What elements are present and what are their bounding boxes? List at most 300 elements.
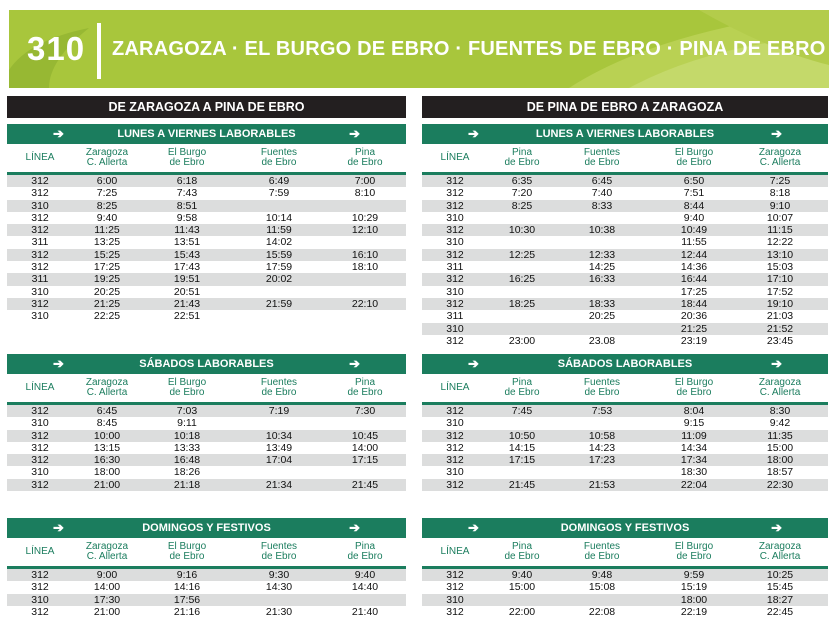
time-cell: 9:11 — [177, 417, 197, 430]
line-number: 312 — [31, 248, 49, 261]
time-cell: 9:40 — [511, 569, 533, 581]
arrow-right-icon: ➔ — [349, 520, 360, 535]
header-stop-4: Zaragoza C. Allerta — [758, 377, 802, 398]
arrow-right-icon: ➔ — [349, 126, 360, 141]
arrow-right-icon: ➔ — [468, 126, 479, 141]
time-cell: 21:59 — [265, 297, 293, 310]
column-header-row — [422, 374, 828, 405]
time-cell: 17:30 — [93, 593, 121, 606]
time-cell: 8:25 — [96, 199, 118, 212]
line-number: 312 — [31, 454, 49, 467]
time-cell: 8:44 — [683, 199, 705, 212]
time-cell: 20:02 — [265, 273, 293, 286]
table-row — [7, 606, 406, 618]
line-number: 312 — [446, 187, 464, 200]
line-number: 312 — [31, 581, 49, 594]
route-title: ZARAGOZA · EL BURGO DE EBRO · FUENTES DE EBRO · PINA DE EBRO — [112, 38, 826, 60]
line-number: 312 — [446, 478, 464, 491]
header-stop-4: Zaragoza C. Allerta — [758, 541, 802, 562]
time-cell: 15:59 — [265, 248, 293, 261]
header-stop-1: Zaragoza C. Allerta — [85, 147, 129, 168]
arrow-right-icon: ➔ — [53, 356, 64, 371]
time-cell: 7:30 — [354, 405, 376, 417]
line-number: 311 — [31, 273, 49, 286]
line-number: 310 — [446, 466, 464, 479]
section-title: LUNES A VIERNES LABORABLES — [535, 128, 715, 140]
header-stop-2: Fuentes de Ebro — [583, 147, 621, 168]
time-cell: 9:48 — [591, 569, 613, 581]
time-cell: 14:30 — [265, 581, 293, 594]
time-cell: 6:45 — [591, 175, 613, 187]
time-cell: 15:08 — [588, 581, 616, 594]
time-cell: 21:34 — [265, 478, 293, 491]
line-number: 310 — [446, 236, 464, 249]
time-cell: 16:10 — [351, 248, 379, 261]
line-number: 312 — [31, 175, 49, 187]
header-linea: LÍNEA — [440, 382, 470, 393]
table-row — [422, 606, 828, 618]
section-title-bar — [422, 354, 828, 374]
table-row — [422, 175, 828, 187]
section-title-bar — [7, 124, 406, 144]
line-number: 312 — [31, 569, 49, 581]
table-row — [7, 261, 406, 273]
time-cell: 9:40 — [354, 569, 376, 581]
column-header-row — [7, 144, 406, 175]
time-cell: 17:56 — [173, 593, 201, 606]
line-number: 312 — [446, 441, 464, 454]
table-row — [422, 187, 828, 199]
time-cell: 23:00 — [508, 334, 536, 347]
time-cell: 16:30 — [93, 454, 121, 467]
time-cell: 22:45 — [766, 605, 794, 618]
time-cell: 11:25 — [94, 224, 120, 237]
time-cell: 18:00 — [766, 454, 794, 467]
time-cell: 18:44 — [680, 297, 708, 310]
time-cell: 6:45 — [96, 405, 118, 417]
time-cell: 18:57 — [766, 466, 794, 479]
time-cell: 10:14 — [265, 211, 293, 224]
table-row — [422, 310, 828, 322]
table-row — [422, 569, 828, 581]
table-row — [422, 273, 828, 285]
header-stop-1: Zaragoza C. Allerta — [85, 541, 129, 562]
time-cell: 7:45 — [511, 405, 533, 417]
time-cell: 7:03 — [176, 405, 198, 417]
time-cell: 16:44 — [680, 273, 708, 286]
time-cell: 6:49 — [268, 175, 290, 187]
table-row — [7, 417, 406, 429]
table-row — [422, 286, 828, 298]
time-cell: 16:48 — [173, 454, 201, 467]
line-number: 310 — [31, 593, 49, 606]
column-header-row — [7, 538, 406, 569]
time-cell: 21:53 — [588, 478, 616, 491]
line-number: 310 — [446, 211, 464, 224]
line-number: 310 — [446, 417, 464, 430]
section-title-bar — [7, 354, 406, 374]
time-cell: 11:35 — [767, 429, 793, 442]
table-row — [7, 430, 406, 442]
time-cell: 9:15 — [683, 417, 705, 430]
table-row — [422, 212, 828, 224]
column-header-row — [7, 374, 406, 405]
time-cell: 14:36 — [680, 261, 708, 274]
time-cell: 10:34 — [265, 429, 293, 442]
table-row — [7, 249, 406, 261]
section-title: LUNES A VIERNES LABORABLES — [117, 128, 296, 140]
table-row — [422, 417, 828, 429]
time-cell: 13:10 — [766, 248, 794, 261]
time-cell: 7:25 — [769, 175, 791, 187]
header-stop-1: Pina de Ebro — [504, 377, 540, 398]
time-cell: 11:43 — [174, 224, 200, 237]
table-row — [422, 249, 828, 261]
time-cell: 17:04 — [265, 454, 293, 467]
line-number: 312 — [446, 297, 464, 310]
time-cell: 14:16 — [173, 581, 201, 594]
column-header-row — [422, 144, 828, 175]
time-cell: 20:36 — [680, 310, 708, 323]
time-cell: 15:45 — [766, 581, 794, 594]
line-number: 312 — [31, 261, 49, 274]
time-cell: 10:30 — [508, 224, 536, 237]
time-cell: 10:25 — [766, 569, 794, 581]
table-row — [7, 479, 406, 491]
time-cell: 11:15 — [767, 224, 793, 237]
line-number: 312 — [31, 405, 49, 417]
time-cell: 13:15 — [93, 441, 121, 454]
table-row — [7, 236, 406, 248]
header-stop-2: El Burgo de Ebro — [167, 541, 207, 562]
section-title-bar — [7, 518, 406, 538]
time-cell: 10:00 — [93, 429, 121, 442]
time-cell: 15:25 — [93, 248, 121, 261]
time-cell: 17:52 — [766, 285, 794, 298]
time-cell: 11:59 — [266, 224, 292, 237]
time-cell: 8:25 — [511, 199, 533, 212]
table-row — [7, 405, 406, 417]
time-cell: 15:43 — [173, 248, 201, 261]
line-number: 312 — [31, 297, 49, 310]
line-number: 312 — [446, 334, 464, 347]
table-row — [7, 454, 406, 466]
time-cell: 10:45 — [351, 429, 379, 442]
time-cell: 9:40 — [96, 211, 118, 224]
arrow-right-icon: ➔ — [349, 356, 360, 371]
table-row — [7, 212, 406, 224]
time-cell: 9:30 — [268, 569, 290, 581]
time-cell: 21:03 — [766, 310, 794, 323]
time-cell: 21:25 — [93, 297, 121, 310]
time-cell: 7:43 — [176, 187, 198, 200]
line-number: 312 — [446, 175, 464, 187]
time-cell: 8:18 — [769, 187, 791, 200]
time-cell: 10:49 — [680, 224, 708, 237]
time-cell: 8:45 — [96, 417, 118, 430]
header-stop-4: Zaragoza C. Allerta — [758, 147, 802, 168]
time-cell: 18:00 — [93, 466, 121, 479]
time-cell: 8:10 — [354, 187, 376, 200]
time-cell: 22:51 — [173, 310, 201, 323]
table-row — [422, 200, 828, 212]
time-cell: 6:50 — [683, 175, 705, 187]
time-cell: 14:15 — [508, 441, 536, 454]
time-cell: 9:00 — [96, 569, 118, 581]
header-stop-1: Pina de Ebro — [504, 147, 540, 168]
time-cell: 17:59 — [265, 261, 293, 274]
time-cell: 17:15 — [508, 454, 536, 467]
header-linea: LÍNEA — [440, 152, 470, 163]
line-number: 310 — [446, 322, 464, 335]
time-cell: 10:18 — [173, 429, 201, 442]
line-number: 312 — [446, 273, 464, 286]
time-cell: 21:30 — [265, 605, 293, 618]
table-row — [7, 310, 406, 322]
line-number: 311 — [446, 310, 464, 323]
time-cell: 22:10 — [351, 297, 379, 310]
section-title-bar — [422, 518, 828, 538]
time-cell: 22:04 — [680, 478, 708, 491]
table-row — [7, 569, 406, 581]
line-number: 312 — [446, 429, 464, 442]
time-cell: 13:25 — [93, 236, 121, 249]
time-cell: 17:43 — [173, 261, 201, 274]
time-cell: 14:34 — [680, 441, 708, 454]
section-saturdays-return — [422, 354, 828, 491]
line-number: 311 — [446, 261, 464, 274]
time-cell: 10:38 — [588, 224, 616, 237]
line-number: 310 — [31, 285, 49, 298]
route-divider — [97, 23, 101, 79]
section-sundays-outbound — [7, 518, 406, 618]
time-cell: 17:25 — [93, 261, 121, 274]
time-cell: 14:00 — [351, 441, 379, 454]
time-cell: 23.08 — [588, 334, 616, 347]
table-row — [422, 454, 828, 466]
section-title: SÁBADOS LABORABLES — [557, 358, 693, 370]
time-cell: 7:00 — [354, 175, 376, 187]
line-number: 312 — [446, 199, 464, 212]
time-cell: 8:33 — [591, 199, 613, 212]
line-number: 310 — [31, 199, 49, 212]
line-number: 312 — [31, 211, 49, 224]
table-row — [422, 442, 828, 454]
time-cell: 14:40 — [351, 581, 379, 594]
route-number: 310 — [27, 30, 86, 67]
time-cell: 18:30 — [680, 466, 708, 479]
line-number: 312 — [446, 605, 464, 618]
header-stop-2: Fuentes de Ebro — [583, 541, 621, 562]
time-cell: 14:23 — [588, 441, 616, 454]
time-cell: 22:30 — [766, 478, 794, 491]
time-cell: 21:52 — [766, 322, 794, 335]
time-cell: 8:04 — [683, 405, 705, 417]
line-number: 312 — [31, 441, 49, 454]
time-cell: 12:44 — [680, 248, 708, 261]
header-linea: LÍNEA — [440, 546, 470, 557]
time-cell: 9:42 — [769, 417, 791, 430]
time-cell: 21:45 — [351, 478, 379, 491]
time-cell: 20:25 — [93, 285, 121, 298]
section-weekdays-return — [422, 124, 828, 347]
line-number: 312 — [31, 429, 49, 442]
time-cell: 18:33 — [588, 297, 616, 310]
column-header-row — [422, 538, 828, 569]
line-number: 310 — [31, 417, 49, 430]
time-cell: 18:25 — [508, 297, 536, 310]
arrow-right-icon: ➔ — [468, 520, 479, 535]
time-cell: 12:22 — [766, 236, 794, 249]
line-number: 310 — [31, 310, 49, 323]
time-cell: 19:25 — [93, 273, 121, 286]
section-saturdays-outbound — [7, 354, 406, 491]
section-title: DOMINGOS Y FESTIVOS — [560, 522, 690, 534]
table-row — [7, 581, 406, 593]
time-cell: 16:33 — [588, 273, 616, 286]
time-cell: 21:40 — [351, 605, 379, 618]
time-cell: 12:10 — [351, 224, 379, 237]
line-number: 312 — [31, 224, 49, 237]
line-number: 312 — [31, 478, 49, 491]
header-stop-3: Fuentes de Ebro — [260, 541, 298, 562]
header-stop-1: Pina de Ebro — [504, 541, 540, 562]
header-stop-3: El Burgo de Ebro — [674, 147, 714, 168]
time-cell: 13:49 — [265, 441, 293, 454]
time-cell: 12:33 — [588, 248, 616, 261]
time-cell: 18:00 — [680, 593, 708, 606]
time-cell: 13:51 — [173, 236, 201, 249]
header-stop-3: Fuentes de Ebro — [260, 377, 298, 398]
time-cell: 20:51 — [173, 285, 201, 298]
time-cell: 21:43 — [173, 297, 201, 310]
header-linea: LÍNEA — [25, 152, 55, 163]
time-cell: 7:59 — [268, 187, 290, 200]
table-row — [7, 298, 406, 310]
time-cell: 12:25 — [508, 248, 536, 261]
line-number: 312 — [446, 224, 464, 237]
time-cell: 9:59 — [683, 569, 705, 581]
section-title: SÁBADOS LABORABLES — [139, 358, 274, 370]
time-cell: 8:51 — [176, 199, 198, 212]
time-cell: 22:00 — [508, 605, 536, 618]
section-sundays-return — [422, 518, 828, 618]
table-row — [7, 175, 406, 187]
time-cell: 19:10 — [766, 297, 794, 310]
time-cell: 7:25 — [96, 187, 118, 200]
time-cell: 14:25 — [588, 261, 616, 274]
time-cell: 7:20 — [511, 187, 533, 200]
table-row — [422, 298, 828, 310]
time-cell: 7:51 — [683, 187, 705, 200]
header-stop-3: El Burgo de Ebro — [674, 541, 714, 562]
time-cell: 11:55 — [681, 236, 707, 249]
time-cell: 21:25 — [680, 322, 708, 335]
table-row — [7, 273, 406, 285]
time-cell: 22:25 — [93, 310, 121, 323]
time-cell: 17:10 — [766, 273, 794, 286]
time-cell: 6:18 — [176, 175, 198, 187]
time-cell: 17:15 — [351, 454, 379, 467]
header-linea: LÍNEA — [25, 546, 55, 557]
time-cell: 10:07 — [766, 211, 794, 224]
line-number: 312 — [31, 187, 49, 200]
table-row — [422, 405, 828, 417]
table-row — [422, 236, 828, 248]
direction-header-outbound: DE ZARAGOZA A PINA DE EBRO — [7, 96, 406, 118]
time-cell: 18:26 — [173, 466, 201, 479]
time-cell: 18:10 — [351, 261, 379, 274]
header-stop-4: Pina de Ebro — [347, 377, 383, 398]
direction-header-return: DE PINA DE EBRO A ZARAGOZA — [422, 96, 828, 118]
time-cell: 18:27 — [766, 593, 794, 606]
table-row — [422, 581, 828, 593]
time-cell: 17:34 — [680, 454, 708, 467]
line-number: 312 — [446, 454, 464, 467]
time-cell: 14:02 — [265, 236, 293, 249]
line-number: 312 — [446, 405, 464, 417]
section-title-bar — [422, 124, 828, 144]
table-row — [422, 224, 828, 236]
table-row — [422, 594, 828, 606]
line-number: 310 — [446, 285, 464, 298]
table-row — [422, 430, 828, 442]
time-cell: 15:03 — [766, 261, 794, 274]
table-row — [7, 286, 406, 298]
time-cell: 23:45 — [766, 334, 794, 347]
time-cell: 13:33 — [173, 441, 201, 454]
arrow-right-icon: ➔ — [53, 520, 64, 535]
time-cell: 22:08 — [588, 605, 616, 618]
table-row — [422, 479, 828, 491]
time-cell: 14:00 — [93, 581, 121, 594]
header-stop-2: Fuentes de Ebro — [583, 377, 621, 398]
header-stop-3: El Burgo de Ebro — [674, 377, 714, 398]
table-row — [7, 200, 406, 212]
time-cell: 16:25 — [508, 273, 536, 286]
time-cell: 23:19 — [680, 334, 708, 347]
section-weekdays-outbound — [7, 124, 406, 323]
time-cell: 10:58 — [588, 429, 616, 442]
table-row — [422, 466, 828, 478]
arrow-right-icon: ➔ — [53, 126, 64, 141]
time-cell: 10:29 — [351, 211, 379, 224]
arrow-right-icon: ➔ — [771, 126, 782, 141]
table-row — [7, 224, 406, 236]
time-cell: 9:16 — [176, 569, 198, 581]
header-stop-4: Pina de Ebro — [347, 147, 383, 168]
time-cell: 17:23 — [588, 454, 616, 467]
time-cell: 11:09 — [681, 429, 707, 442]
time-cell: 6:00 — [96, 175, 118, 187]
line-number: 310 — [31, 466, 49, 479]
time-cell: 9:58 — [176, 211, 198, 224]
time-cell: 22:19 — [680, 605, 708, 618]
arrow-right-icon: ➔ — [771, 356, 782, 371]
line-number: 312 — [446, 581, 464, 594]
time-cell: 15:19 — [680, 581, 708, 594]
line-number: 311 — [31, 236, 49, 249]
header-stop-2: El Burgo de Ebro — [167, 377, 207, 398]
time-cell: 15:00 — [766, 441, 794, 454]
time-cell: 7:53 — [591, 405, 613, 417]
time-cell: 21:00 — [93, 478, 121, 491]
table-row — [7, 594, 406, 606]
line-number: 312 — [31, 605, 49, 618]
time-cell: 21:45 — [508, 478, 536, 491]
header-stop-3: Fuentes de Ebro — [260, 147, 298, 168]
header-stop-2: El Burgo de Ebro — [167, 147, 207, 168]
